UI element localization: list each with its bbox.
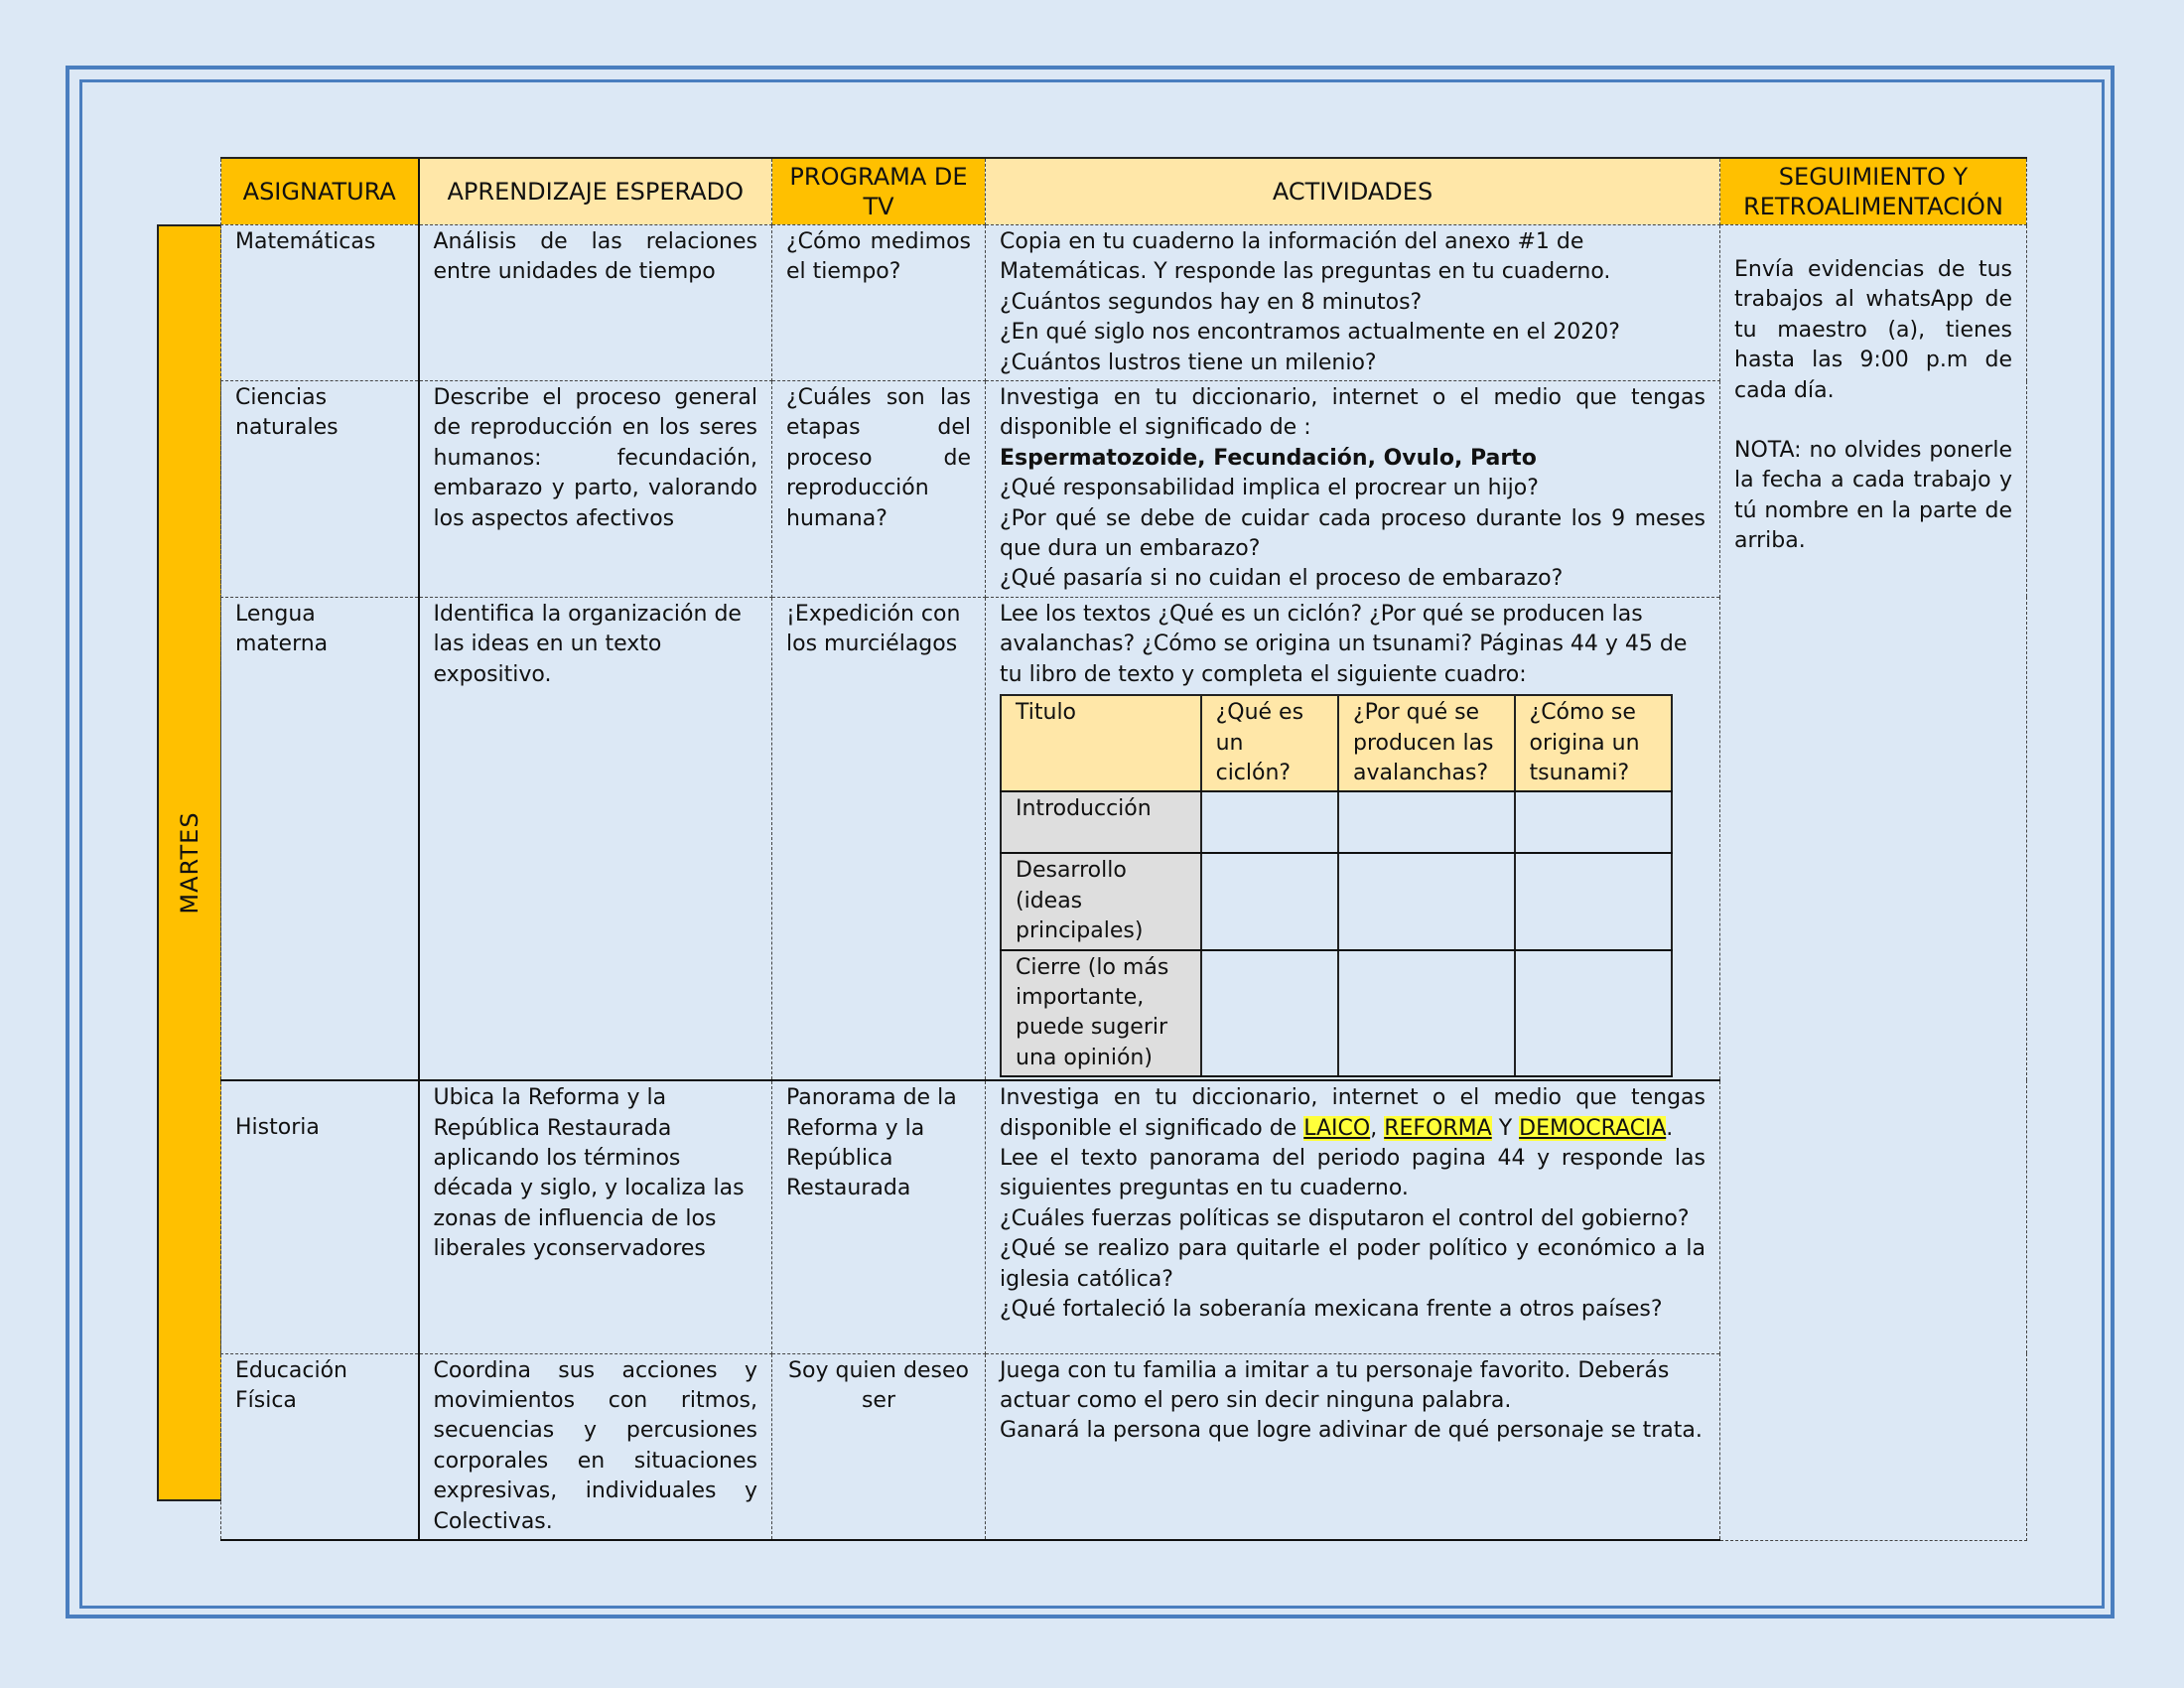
activity-line: Juega con tu familia a imitar a tu personaje favorito. Deberás actuar como el pero sin decir ninguna palabra. bbox=[1000, 1357, 1670, 1414]
program-cell: ¡Expedición con los murciélagos bbox=[772, 597, 986, 1080]
learning-cell: Análisis de las relaciones entre unidades de tiempo bbox=[419, 225, 772, 381]
subject-cell: Educación Física bbox=[221, 1353, 419, 1540]
table-row bbox=[221, 225, 2027, 381]
reading-chart-header bbox=[1001, 695, 1672, 791]
learning-cell: Coordina sus acciones y movimientos con ritmos, secuencias y percusiones corporales en situaciones expresivas, individuales y Colectivas. bbox=[419, 1353, 772, 1540]
chart-empty-cell[interactable] bbox=[1515, 950, 1672, 1077]
header-row bbox=[221, 158, 2027, 225]
activity-line: ¿Cuántos segundos hay en 8 minutos? bbox=[1000, 289, 1423, 315]
activity-terms: Espermatozoide, Fecundación, Ovulo, Parto bbox=[1000, 445, 1537, 471]
activity-intro: Lee los textos ¿Qué es un ciclón? ¿Por qué se producen las avalanchas? ¿Cómo se origina un tsunami? Páginas 44 y 45 de tu libro de texto y completa el siguiente cuadro: bbox=[1000, 601, 1688, 687]
day-band bbox=[157, 224, 221, 1501]
header-followup: SEGUIMIENTO Y RETROALIMENTACIÓN bbox=[1720, 158, 2027, 225]
learning-cell: Ubica la Reforma y la República Restaurada aplicando los términos década y siglo, y localiza las zonas de influencia de los liberales yconservadores bbox=[419, 1080, 772, 1353]
activities-cell: Investiga en tu diccionario, internet o el medio que tengas disponible el significado de LAICO, REFORMA Y DEMOCRACIA. Lee el texto panorama del periodo pagina 44 y responde las siguientes preguntas en tu cuaderno. ¿Cuáles fuerzas políticas se disputaron el control del gobierno? ¿Qué se realizo para quitarle el poder político y económico a la iglesia católica? ¿Qué fortaleció la soberanía mexicana frente a otros países? bbox=[986, 1080, 1720, 1353]
chart-row-label: Cierre (lo más importante, puede sugerir una opinión) bbox=[1001, 950, 1201, 1077]
learning-cell: Describe el proceso general de reproducción en los seres humanos: fecundación, embarazo y parto, valorando los aspectos afectivos bbox=[419, 381, 772, 598]
day-label: MARTES bbox=[176, 811, 204, 914]
activity-line: ¿Qué fortaleció la soberanía mexicana frente a otros países? bbox=[1000, 1297, 1663, 1322]
reading-chart-row bbox=[1001, 853, 1672, 949]
term-reforma: REFORMA bbox=[1384, 1115, 1492, 1141]
subject-cell: Historia bbox=[221, 1080, 419, 1353]
activities-cell bbox=[986, 597, 1720, 1080]
reading-chart-row bbox=[1001, 791, 1672, 853]
activity-intro: Investiga en tu diccionario, internet o el medio que tengas disponible el significado de bbox=[1000, 1085, 1706, 1141]
activities-cell bbox=[986, 1353, 1720, 1540]
chart-empty-cell[interactable] bbox=[1515, 791, 1672, 853]
header-learning: APRENDIZAJE ESPERADO bbox=[419, 158, 772, 225]
chart-header-cell: ¿Por qué se producen las avalanchas? bbox=[1338, 695, 1515, 791]
subject-cell: Lengua materna bbox=[221, 597, 419, 1080]
header-subject: ASIGNATURA bbox=[221, 158, 419, 225]
subject-cell: Ciencias naturales bbox=[221, 381, 419, 598]
chart-empty-cell[interactable] bbox=[1201, 853, 1338, 949]
activity-line: ¿Por qué se debe de cuidar cada proceso durante los 9 meses que dura un embarazo? bbox=[1000, 505, 1706, 562]
program-cell: Soy quien deseo ser bbox=[772, 1353, 986, 1540]
activity-line: ¿Cuántos lustros tiene un milenio? bbox=[1000, 350, 1377, 375]
chart-empty-cell[interactable] bbox=[1201, 791, 1338, 853]
activity-line: Ganará la persona que logre adivinar de qué personaje se trata. bbox=[1000, 1418, 1703, 1444]
lesson-plan-table bbox=[220, 157, 2027, 1541]
chart-empty-cell[interactable] bbox=[1338, 791, 1515, 853]
followup-text: Envía evidencias de tus trabajos al whatsApp de tu maestro (a), tienes hasta las 9:00 p.m de cada día. bbox=[1734, 257, 2012, 403]
chart-header-cell: ¿Cómo se origina un tsunami? bbox=[1515, 695, 1672, 791]
activity-intro: Investiga en tu diccionario, internet o el medio que tengas disponible el significado de : bbox=[1000, 385, 1706, 441]
term-conjunction: Y bbox=[1498, 1115, 1513, 1141]
activity-line: Copia en tu cuaderno la información del anexo #1 de Matemáticas. Y responde las preguntas en tu cuaderno. bbox=[1000, 229, 1611, 285]
program-cell: Panorama de la Reforma y la República Restaurada bbox=[772, 1080, 986, 1353]
activity-line: ¿Qué pasaría si no cuidan el proceso de embarazo? bbox=[1000, 566, 1564, 592]
reading-chart-row bbox=[1001, 950, 1672, 1077]
activity-line: ¿Cuáles fuerzas políticas se disputaron el control del gobierno? bbox=[1000, 1205, 1690, 1231]
reading-chart bbox=[1000, 694, 1673, 1077]
activities-cell bbox=[986, 225, 1720, 381]
subject-cell: Matemáticas bbox=[221, 225, 419, 381]
activities-cell bbox=[986, 381, 1720, 598]
program-cell: ¿Cómo medimos el tiempo? bbox=[772, 225, 986, 381]
learning-cell: Identifica la organización de las ideas en un texto expositivo. bbox=[419, 597, 772, 1080]
program-cell: ¿Cuáles son las etapas del proceso de reproducción humana? bbox=[772, 381, 986, 598]
term-democracia: DEMOCRACIA bbox=[1519, 1115, 1667, 1141]
chart-row-label: Introducción bbox=[1001, 791, 1201, 853]
term-laico: LAICO bbox=[1303, 1115, 1371, 1141]
activity-line: ¿En qué siglo nos encontramos actualmente en el 2020? bbox=[1000, 320, 1620, 346]
header-program: PROGRAMA DE TV bbox=[772, 158, 986, 225]
chart-header-cell: ¿Qué es un ciclón? bbox=[1201, 695, 1338, 791]
followup-cell bbox=[1720, 225, 2027, 1541]
header-activities: ACTIVIDADES bbox=[986, 158, 1720, 225]
chart-empty-cell[interactable] bbox=[1338, 950, 1515, 1077]
chart-empty-cell[interactable] bbox=[1201, 950, 1338, 1077]
activity-line: ¿Qué responsabilidad implica el procrear un hijo? bbox=[1000, 476, 1539, 501]
chart-empty-cell[interactable] bbox=[1338, 853, 1515, 949]
activity-line: Lee el texto panorama del periodo pagina 44 y responde las siguientes preguntas en tu cuaderno. bbox=[1000, 1145, 1706, 1201]
activity-line: ¿Qué se realizo para quitarle el poder político y económico a la iglesia católica? bbox=[1000, 1236, 1706, 1292]
chart-row-label: Desarrollo (ideas principales) bbox=[1001, 853, 1201, 949]
chart-empty-cell[interactable] bbox=[1515, 853, 1672, 949]
chart-header-cell: Titulo bbox=[1001, 695, 1201, 791]
followup-note: NOTA: no olvides ponerle la fecha a cada trabajo y tú nombre en la parte de arriba. bbox=[1734, 438, 2012, 554]
